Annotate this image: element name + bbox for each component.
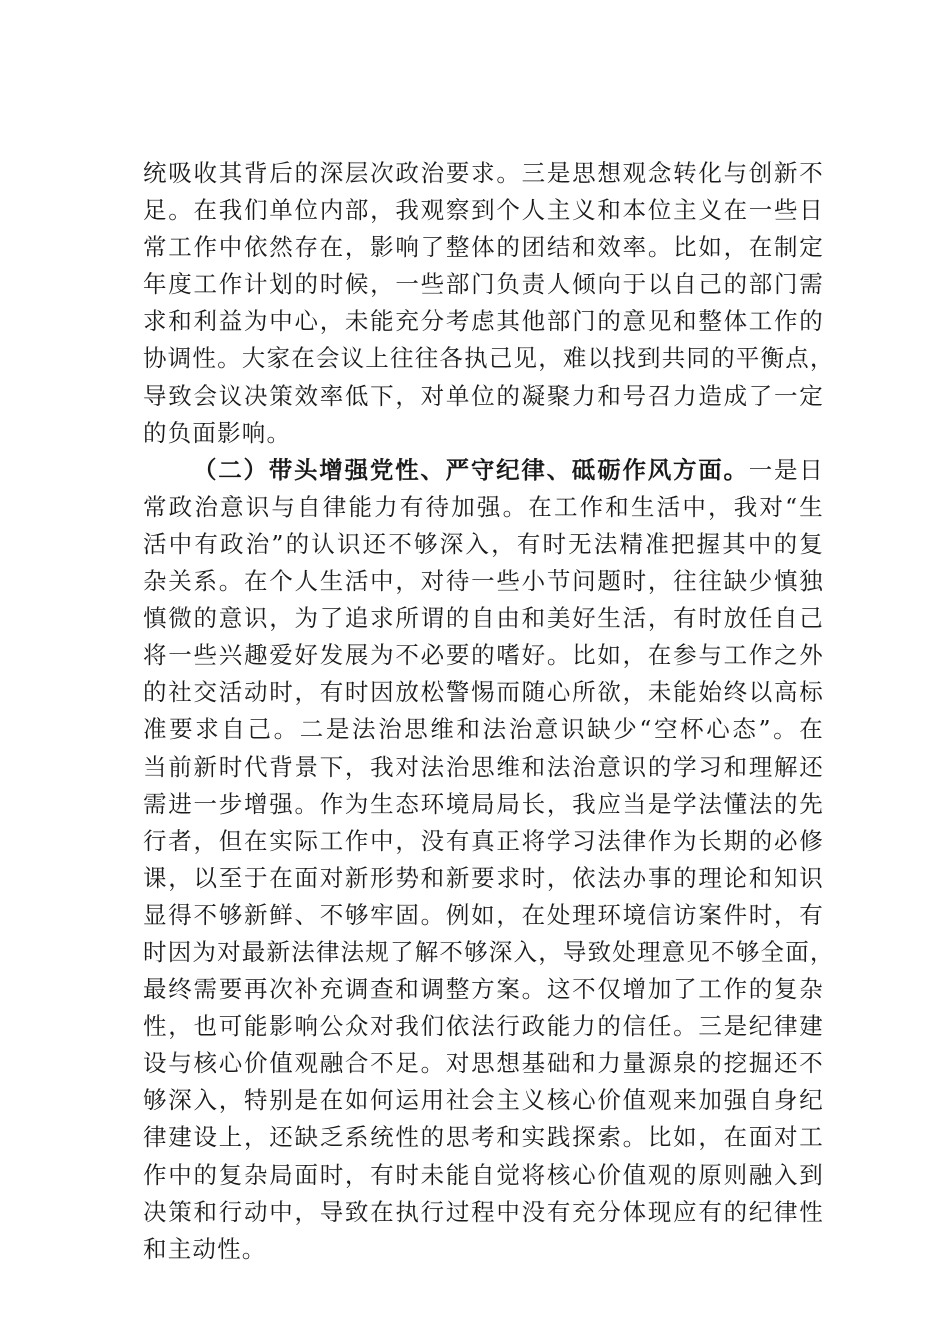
text-line: 的负面影响。 <box>143 418 292 447</box>
text-line: 律建设上，还缺乏系统性的思考和实践探索。比如，在面对工 <box>143 1123 824 1152</box>
text-line: 常工作中依然存在，影响了整体的团结和效率。比如，在制定 <box>143 233 824 262</box>
text-line: 课，以至于在面对新形势和新要求时，依法办事的理论和知识 <box>143 863 824 892</box>
text-line: 年度工作计划的时候，一些部门负责人倾向于以自己的部门需 <box>143 270 824 299</box>
text-line: 导致会议决策效率低下，对单位的凝聚力和号召力造成了一定 <box>143 381 824 410</box>
text-line: 够深入，特别是在如何运用社会主义核心价值观来加强自身纪 <box>143 1086 824 1115</box>
text-line: 性，也可能影响公众对我们依法行政能力的信任。三是纪律建 <box>143 1012 824 1041</box>
text-line: 作中的复杂局面时，有时未能自觉将核心价值观的原则融入到 <box>143 1160 824 1189</box>
section-heading: （二）带头增强党性、严守纪律、砥砺作风方面。 <box>193 455 749 484</box>
document-page <box>143 155 835 1268</box>
text-line: 时因为对最新法律法规了解不够深入，导致处理意见不够全面， <box>143 937 835 966</box>
text-line: 杂关系。在个人生活中，对待一些小节问题时，往往缺少慎独 <box>143 567 824 596</box>
text-line: 足。在我们单位内部，我观察到个人主义和本位主义在一些日 <box>143 196 824 225</box>
text-line: 统吸收其背后的深层次政治要求。三是思想观念转化与创新不 <box>143 159 824 187</box>
text-line: 慎微的意识，为了追求所谓的自由和美好生活，有时放任自己 <box>143 604 824 633</box>
text-line: 求和利益为中心，未能充分考虑其他部门的意见和整体工作的 <box>143 307 824 336</box>
text-line: 设与核心价值观融合不足。对思想基础和力量源泉的挖掘还不 <box>143 1049 824 1078</box>
text-line: 准要求自己。二是法治思维和法治意识缺少“空杯心态”。在 <box>143 715 824 744</box>
paragraph-2-first-line <box>143 452 824 489</box>
paragraph-2 <box>143 452 835 1268</box>
text-line: 最终需要再次补充调查和调整方案。这不仅增加了工作的复杂 <box>143 975 824 1004</box>
text-line: 当前新时代背景下，我对法治思维和法治意识的学习和理解还 <box>143 752 824 781</box>
text-line: 的社交活动时，有时因放松警惕而随心所欲，未能始终以高标 <box>143 678 824 707</box>
text-line: 决策和行动中，导致在执行过程中没有充分体现应有的纪律性 <box>143 1197 824 1226</box>
text-line: 活中有政治”的认识还不够深入，有时无法精准把握其中的复 <box>143 529 824 558</box>
text-line: 行者，但在实际工作中，没有真正将学习法律作为长期的必修 <box>143 826 824 855</box>
text-line: 将一些兴趣爱好发展为不必要的嗜好。比如，在参与工作之外 <box>143 641 824 670</box>
text-line: 需进一步增强。作为生态环境局局长，我应当是学法懂法的先 <box>143 789 824 818</box>
text-line: 显得不够新鲜、不够牢固。例如，在处理环境信访案件时，有 <box>143 900 824 929</box>
text-line: 和主动性。 <box>143 1234 267 1263</box>
paragraph-1 <box>143 155 835 452</box>
first-line-rest: 一是日 <box>748 455 824 484</box>
text-line: 协调性。大家在会议上往往各执己见，难以找到共同的平衡点， <box>143 344 835 373</box>
text-line: 常政治意识与自律能力有待加强。在工作和生活中，我对“生 <box>143 492 824 521</box>
